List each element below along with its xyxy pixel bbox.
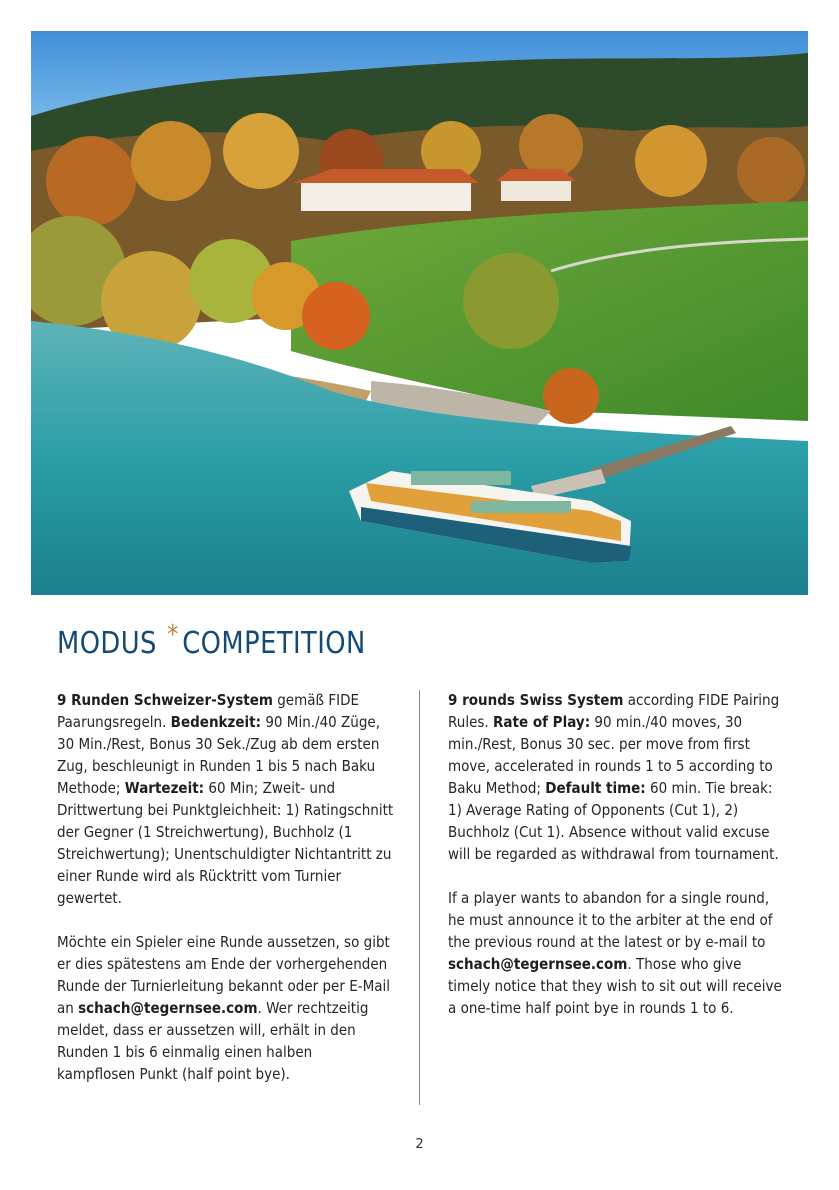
star-icon: * (167, 620, 179, 650)
page-number: 2 (415, 1137, 424, 1152)
english-text: 90 min./40 moves, 30 min./Rest, Bonus 30 sec. per move from first move, accelerated in rounds 1 to 5 according to Baku Method; (448, 713, 773, 797)
english-email-link[interactable]: schach@tegernsee.com (448, 955, 628, 973)
lake-boat-photo (31, 31, 808, 595)
german-system-label: 9 Runden Schweizer-System (57, 691, 273, 709)
english-text: according FIDE Pairing Rules. (448, 691, 780, 731)
german-text: . Wer rechtzeitig meldet, dass er aussetzen will, erhält in den Runden 1 bis 6 einmalig einen halben kampflosen Punkt (half point bye). (57, 999, 369, 1083)
heading-modus: MODUS (57, 626, 157, 661)
german-column (57, 689, 395, 1085)
english-bye-paragraph (448, 887, 786, 1019)
english-text: . Those who give timely notice that they wish to sit out will receive a one-time half point bye in rounds 1 to 6. (448, 955, 782, 1017)
german-text: Möchte ein Spieler eine Runde aussetzen, so gibt er dies spätestens am Ende der vorhergehenden Runde der Turnierleitung bekannt oder per E-Mail an (57, 933, 391, 1017)
english-rules-paragraph (448, 689, 786, 865)
german-text: 60 Min; Zweit- und Drittwertung bei Punktgleichheit: 1) Ratingschnitt der Gegner (1 Streichwertung), Buchholz (1 Streichwertung); Unentschuldigter Nichtantritt zu einer Runde wird als Rücktritt vom Turnier gewertet. (57, 779, 394, 907)
heading-competition: COMPETITION (182, 626, 366, 661)
english-text: 60 min. Tie break: 1) Average Rating of Opponents (Cut 1), 2) Buchholz (Cut 1). Absence without valid excuse will be regarded as withdrawal from tournament. (448, 779, 779, 863)
german-text: 90 Min./40 Züge, 30 Min./Rest, Bonus 30 Sek./Zug ab dem ersten Zug, beschleunigt in Runden 1 bis 5 nach Baku Methode; (57, 713, 381, 797)
column-divider (419, 690, 420, 1105)
german-bye-paragraph (57, 931, 395, 1085)
section-heading (57, 620, 366, 661)
german-text: gemäß FIDE Paarungsregeln. (57, 691, 360, 731)
english-default-label: Default time: (545, 779, 646, 797)
english-text: If a player wants to abandon for a single round, he must announce it to the arbiter at the end of the previous round at the latest or by e-mail to (448, 889, 773, 951)
german-email-link[interactable]: schach@tegernsee.com (78, 999, 258, 1017)
german-rules-paragraph (57, 689, 395, 909)
german-wait-label: Wartezeit: (124, 779, 205, 797)
english-rate-label: Rate of Play: (493, 713, 591, 731)
german-time-label: Bedenkzeit: (170, 713, 262, 731)
english-column (448, 689, 786, 1019)
english-system-label: 9 rounds Swiss System (448, 691, 624, 709)
